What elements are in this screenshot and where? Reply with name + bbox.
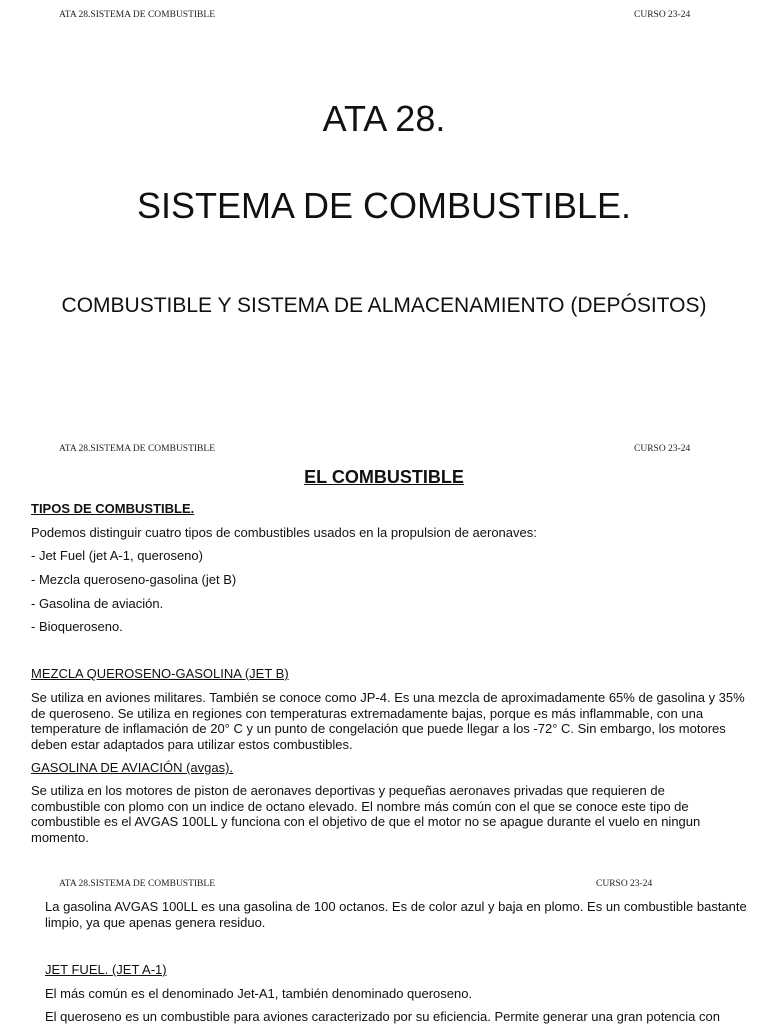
jetb-paragraph [31, 690, 751, 752]
text-line: temperature de inflamación de 20° C y un punto de congelación que puede llegar a los -72° C. Sin embargo, los motores [31, 721, 726, 736]
avgas100-paragraph [45, 899, 755, 930]
header-left: ATA 28.SISTEMA DE COMBUSTIBLE [59, 444, 216, 454]
avgas-paragraph [31, 783, 751, 845]
header-left: ATA 28.SISTEMA DE COMBUSTIBLE [59, 10, 216, 20]
header-right: CURSO 23-24 [634, 444, 691, 454]
cover-subtitle: COMBUSTIBLE Y SISTEMA DE ALMACENAMIENTO (DEPÓSITOS) [61, 294, 707, 317]
header-left: ATA 28.SISTEMA DE COMBUSTIBLE [59, 879, 216, 889]
text-line: combustible es el AVGAS 100LL y funciona con el objetivo de que el motor no se apague durante el vuelo en ningun [31, 814, 701, 829]
text-line: momento. [31, 829, 89, 845]
fuel-type-item: - Jet Fuel (jet A-1, queroseno) [31, 548, 203, 563]
text-line: La gasolina AVGAS 100LL es una gasolina de 100 octanos. Es de color azul y baja en plomo. Es un combustible bastante [45, 899, 747, 914]
cover-title-system: SISTEMA DE COMBUSTIBLE. [136, 185, 632, 226]
jetb-heading: MEZCLA QUEROSENO-GASOLINA (JET B) [31, 666, 289, 681]
jeta1-heading: JET FUEL. (JET A-1) [45, 962, 167, 977]
cover-title-ata: ATA 28. [322, 98, 446, 139]
fuel-type-item: - Bioqueroseno. [31, 619, 123, 634]
jeta1-line: El más común es el denominado Jet-A1, también denominado queroseno. [45, 986, 473, 1001]
fuel-types-heading: TIPOS DE COMBUSTIBLE. [31, 501, 195, 516]
text-line: deben estar adaptados para utilizar estos combustibles. [31, 736, 353, 752]
jeta1-line: El queroseno es un combustible para aviones caracterizado por su eficiencia. Permite generar una gran potencia con [45, 1009, 720, 1024]
text-line: limpio, ya que apenas genera residuo. [45, 914, 266, 930]
header-right: CURSO 23-24 [596, 879, 653, 889]
header-right: CURSO 23-24 [634, 10, 691, 20]
text-line: Se utiliza en aviones militares. También se conoce como JP-4. Es una mezcla de aproximadamente 65% de gasolina y 35% [31, 690, 745, 705]
text-line: combustible con plomo con un indice de octano elevado. El nombre más común con el que se conoce este tipo de [31, 798, 689, 814]
avgas-heading: GASOLINA DE AVIACIÓN (avgas). [31, 760, 234, 775]
text-line: Se utiliza en los motores de piston de aeronaves deportivas y pequeñas aeronaves privadas que requieren de [31, 783, 665, 798]
fuel-types-intro: Podemos distinguir cuatro tipos de combustibles usados en la propulsion de aeronaves: [31, 525, 537, 540]
text-line: de queroseno. Se utiliza en regiones con temperaturas extremadamente bajas, porque es más inflammable, con una [31, 705, 704, 721]
fuel-type-item: - Gasolina de aviación. [31, 596, 164, 611]
fuel-type-item: - Mezcla queroseno-gasolina (jet B) [31, 572, 237, 587]
section-title: EL COMBUSTIBLE [304, 467, 464, 487]
